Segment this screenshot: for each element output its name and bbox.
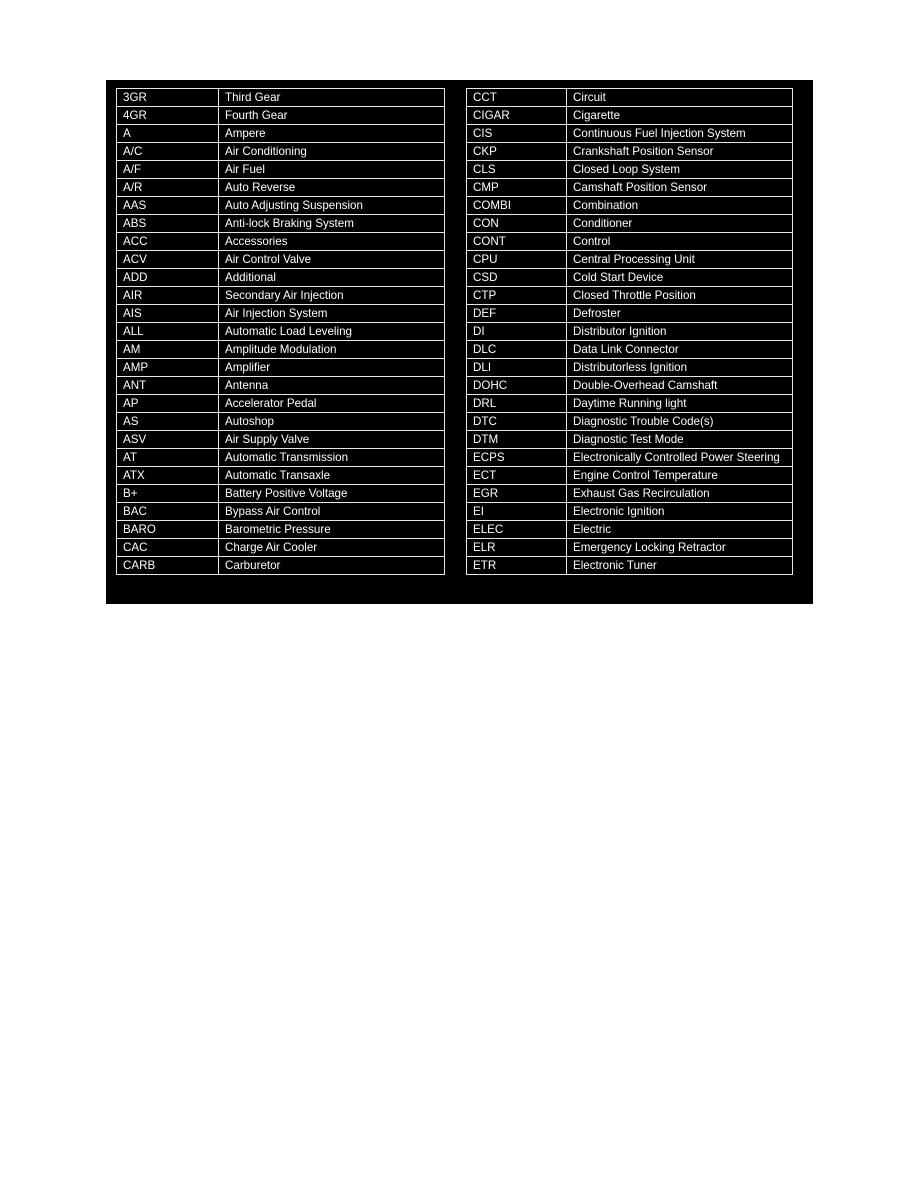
- abbreviation-code: CON: [467, 215, 567, 233]
- abbreviation-code: DOHC: [467, 377, 567, 395]
- abbreviation-code: ELR: [467, 539, 567, 557]
- table-row: [117, 395, 445, 413]
- table-row: [467, 233, 793, 251]
- abbreviations-panel: [106, 80, 813, 604]
- table-row: [117, 197, 445, 215]
- table-row: [117, 125, 445, 143]
- abbreviation-meaning: Additional: [219, 269, 445, 287]
- abbreviation-meaning: Circuit: [567, 89, 793, 107]
- abbreviation-meaning: Air Conditioning: [219, 143, 445, 161]
- table-row: [467, 89, 793, 107]
- table-row: [467, 359, 793, 377]
- abbreviation-meaning: Automatic Transaxle: [219, 467, 445, 485]
- abbreviation-code: AT: [117, 449, 219, 467]
- table-row: [467, 521, 793, 539]
- abbreviation-code: ATX: [117, 467, 219, 485]
- table-row: [467, 467, 793, 485]
- table-row: [467, 125, 793, 143]
- abbreviation-meaning: Third Gear: [219, 89, 445, 107]
- abbreviation-code: EGR: [467, 485, 567, 503]
- abbreviation-meaning: Barometric Pressure: [219, 521, 445, 539]
- abbreviation-meaning: Exhaust Gas Recirculation: [567, 485, 793, 503]
- abbreviation-meaning: Anti-lock Braking System: [219, 215, 445, 233]
- abbreviation-meaning: Electronic Ignition: [567, 503, 793, 521]
- abbreviation-meaning: Central Processing Unit: [567, 251, 793, 269]
- abbreviation-meaning: Auto Adjusting Suspension: [219, 197, 445, 215]
- table-row: [467, 251, 793, 269]
- table-row: [117, 485, 445, 503]
- abbreviation-code: A/C: [117, 143, 219, 161]
- abbreviation-code: CARB: [117, 557, 219, 575]
- table-row: [117, 359, 445, 377]
- abbreviations-table-left-body: [117, 89, 445, 575]
- table-row: [117, 341, 445, 359]
- abbreviation-code: AMP: [117, 359, 219, 377]
- abbreviation-code: ABS: [117, 215, 219, 233]
- table-row: [117, 233, 445, 251]
- table-row: [467, 305, 793, 323]
- abbreviation-meaning: Antenna: [219, 377, 445, 395]
- abbreviation-meaning: Air Control Valve: [219, 251, 445, 269]
- abbreviation-code: EI: [467, 503, 567, 521]
- abbreviation-code: CONT: [467, 233, 567, 251]
- table-row: [117, 215, 445, 233]
- abbreviation-code: AP: [117, 395, 219, 413]
- abbreviation-code: AAS: [117, 197, 219, 215]
- abbreviation-code: DLC: [467, 341, 567, 359]
- abbreviation-meaning: Camshaft Position Sensor: [567, 179, 793, 197]
- abbreviation-code: CLS: [467, 161, 567, 179]
- table-row: [117, 161, 445, 179]
- table-row: [467, 215, 793, 233]
- abbreviation-code: BARO: [117, 521, 219, 539]
- abbreviation-meaning: Continuous Fuel Injection System: [567, 125, 793, 143]
- abbreviation-meaning: Carburetor: [219, 557, 445, 575]
- abbreviation-code: ACV: [117, 251, 219, 269]
- table-row: [467, 143, 793, 161]
- abbreviation-code: ACC: [117, 233, 219, 251]
- abbreviation-meaning: Closed Loop System: [567, 161, 793, 179]
- abbreviation-meaning: Air Supply Valve: [219, 431, 445, 449]
- abbreviation-meaning: Accelerator Pedal: [219, 395, 445, 413]
- table-row: [467, 161, 793, 179]
- abbreviation-meaning: Conditioner: [567, 215, 793, 233]
- abbreviation-meaning: Accessories: [219, 233, 445, 251]
- abbreviation-code: CIGAR: [467, 107, 567, 125]
- abbreviation-code: ADD: [117, 269, 219, 287]
- abbreviation-meaning: Electronically Controlled Power Steering: [567, 449, 793, 467]
- abbreviations-table-right-body: [467, 89, 793, 575]
- abbreviation-code: B+: [117, 485, 219, 503]
- abbreviation-meaning: Battery Positive Voltage: [219, 485, 445, 503]
- table-row: [467, 395, 793, 413]
- table-row: [467, 269, 793, 287]
- table-row: [467, 485, 793, 503]
- table-row: [467, 503, 793, 521]
- abbreviation-code: BAC: [117, 503, 219, 521]
- abbreviation-meaning: Data Link Connector: [567, 341, 793, 359]
- table-row: [117, 89, 445, 107]
- table-row: [467, 107, 793, 125]
- abbreviation-meaning: Distributorless Ignition: [567, 359, 793, 377]
- table-row: [467, 341, 793, 359]
- table-row: [117, 305, 445, 323]
- abbreviation-meaning: Diagnostic Trouble Code(s): [567, 413, 793, 431]
- abbreviation-code: CPU: [467, 251, 567, 269]
- abbreviation-code: AS: [117, 413, 219, 431]
- abbreviation-meaning: Distributor Ignition: [567, 323, 793, 341]
- abbreviations-table-right: [466, 88, 793, 575]
- abbreviation-meaning: Secondary Air Injection: [219, 287, 445, 305]
- abbreviation-meaning: Cold Start Device: [567, 269, 793, 287]
- abbreviation-code: DTM: [467, 431, 567, 449]
- table-row: [467, 539, 793, 557]
- table-row: [117, 251, 445, 269]
- table-row: [117, 287, 445, 305]
- table-row: [467, 323, 793, 341]
- abbreviation-meaning: Automatic Transmission: [219, 449, 445, 467]
- abbreviation-meaning: Control: [567, 233, 793, 251]
- table-row: [117, 143, 445, 161]
- abbreviation-code: ELEC: [467, 521, 567, 539]
- abbreviation-meaning: Bypass Air Control: [219, 503, 445, 521]
- abbreviation-meaning: Engine Control Temperature: [567, 467, 793, 485]
- abbreviation-meaning: Electronic Tuner: [567, 557, 793, 575]
- abbreviation-meaning: Closed Throttle Position: [567, 287, 793, 305]
- abbreviation-code: A/F: [117, 161, 219, 179]
- table-row: [117, 179, 445, 197]
- abbreviation-code: ECPS: [467, 449, 567, 467]
- abbreviation-code: 4GR: [117, 107, 219, 125]
- abbreviation-code: AIS: [117, 305, 219, 323]
- abbreviation-meaning: Combination: [567, 197, 793, 215]
- abbreviation-code: CCT: [467, 89, 567, 107]
- table-row: [117, 323, 445, 341]
- abbreviation-meaning: Auto Reverse: [219, 179, 445, 197]
- abbreviation-code: CTP: [467, 287, 567, 305]
- table-row: [117, 413, 445, 431]
- table-row: [117, 503, 445, 521]
- table-row: [117, 521, 445, 539]
- table-row: [467, 377, 793, 395]
- abbreviation-meaning: Double-Overhead Camshaft: [567, 377, 793, 395]
- abbreviation-meaning: Defroster: [567, 305, 793, 323]
- table-row: [467, 431, 793, 449]
- abbreviation-code: 3GR: [117, 89, 219, 107]
- abbreviation-code: CAC: [117, 539, 219, 557]
- abbreviation-meaning: Air Fuel: [219, 161, 445, 179]
- abbreviation-code: DRL: [467, 395, 567, 413]
- abbreviation-code: CIS: [467, 125, 567, 143]
- table-row: [117, 557, 445, 575]
- abbreviation-code: DTC: [467, 413, 567, 431]
- table-row: [117, 539, 445, 557]
- table-row: [117, 377, 445, 395]
- abbreviations-table-left: [116, 88, 445, 575]
- abbreviation-meaning: Fourth Gear: [219, 107, 445, 125]
- abbreviation-meaning: Crankshaft Position Sensor: [567, 143, 793, 161]
- abbreviation-meaning: Diagnostic Test Mode: [567, 431, 793, 449]
- abbreviation-code: DI: [467, 323, 567, 341]
- abbreviation-meaning: Amplifier: [219, 359, 445, 377]
- abbreviation-meaning: Ampere: [219, 125, 445, 143]
- abbreviation-code: CKP: [467, 143, 567, 161]
- table-row: [467, 179, 793, 197]
- abbreviation-meaning: Amplitude Modulation: [219, 341, 445, 359]
- table-row: [467, 287, 793, 305]
- abbreviation-code: AIR: [117, 287, 219, 305]
- table-row: [117, 107, 445, 125]
- table-row: [117, 449, 445, 467]
- table-row: [467, 557, 793, 575]
- abbreviation-code: ALL: [117, 323, 219, 341]
- table-row: [467, 413, 793, 431]
- abbreviation-meaning: Electric: [567, 521, 793, 539]
- abbreviation-code: AM: [117, 341, 219, 359]
- abbreviation-code: COMBI: [467, 197, 567, 215]
- abbreviation-code: DLI: [467, 359, 567, 377]
- abbreviation-meaning: Emergency Locking Retractor: [567, 539, 793, 557]
- abbreviation-code: ANT: [117, 377, 219, 395]
- abbreviation-meaning: Daytime Running light: [567, 395, 793, 413]
- abbreviation-code: ASV: [117, 431, 219, 449]
- abbreviation-meaning: Cigarette: [567, 107, 793, 125]
- table-row: [117, 269, 445, 287]
- abbreviation-code: ETR: [467, 557, 567, 575]
- table-row: [117, 467, 445, 485]
- table-row: [467, 197, 793, 215]
- table-row: [467, 449, 793, 467]
- abbreviation-code: DEF: [467, 305, 567, 323]
- abbreviation-meaning: Air Injection System: [219, 305, 445, 323]
- abbreviation-code: A: [117, 125, 219, 143]
- abbreviation-meaning: Automatic Load Leveling: [219, 323, 445, 341]
- abbreviation-code: CSD: [467, 269, 567, 287]
- abbreviation-meaning: Charge Air Cooler: [219, 539, 445, 557]
- abbreviation-meaning: Autoshop: [219, 413, 445, 431]
- table-row: [117, 431, 445, 449]
- abbreviation-code: CMP: [467, 179, 567, 197]
- abbreviation-code: A/R: [117, 179, 219, 197]
- abbreviation-code: ECT: [467, 467, 567, 485]
